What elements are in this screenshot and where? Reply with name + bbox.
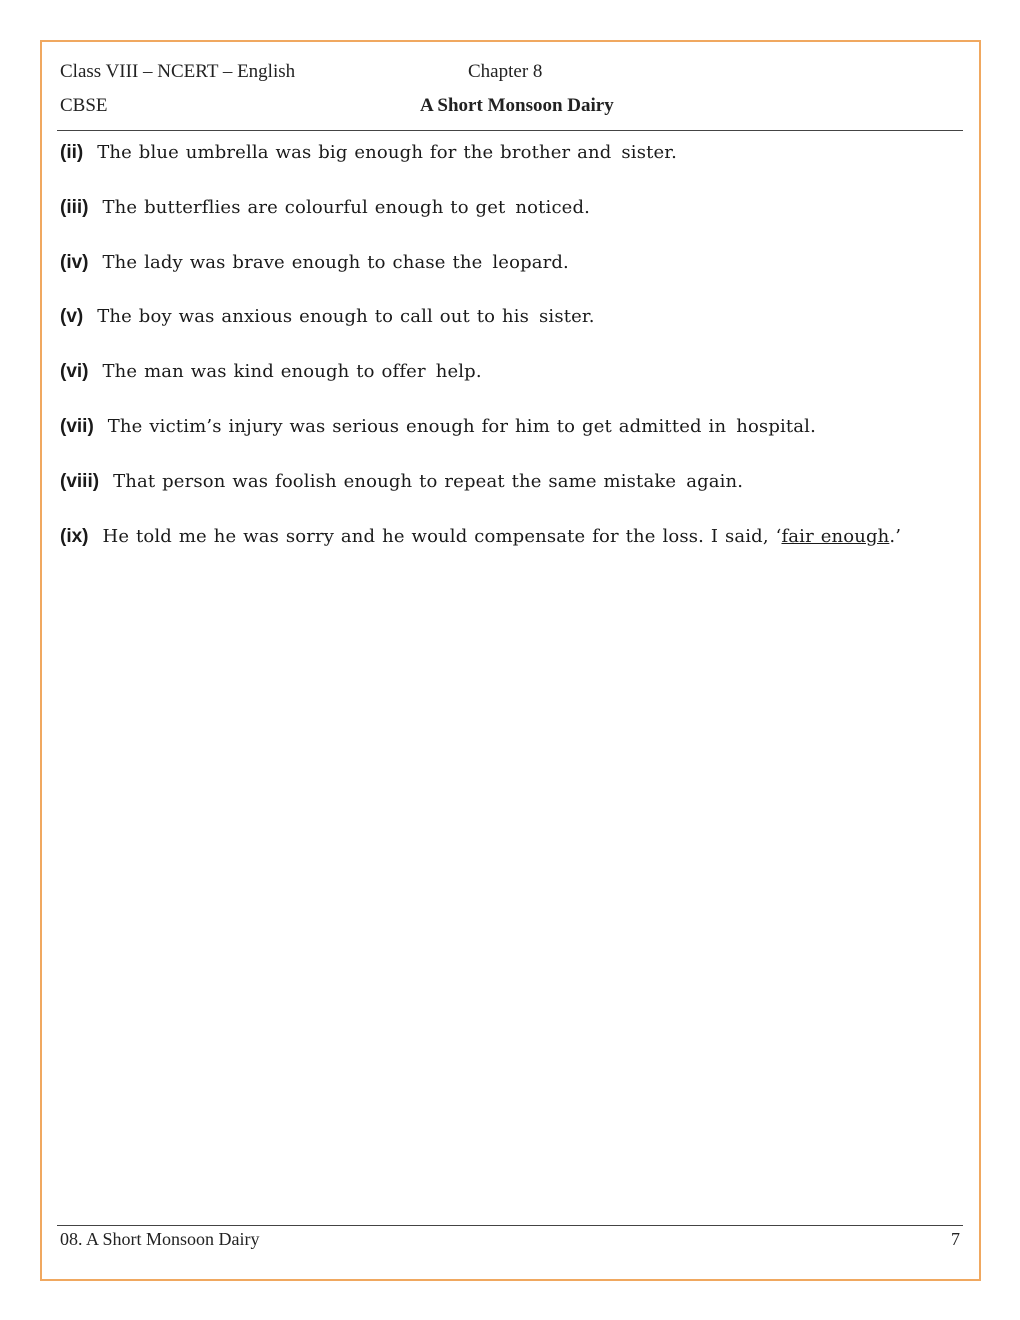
- item-tail: hospital.: [736, 415, 816, 437]
- item-number: (iv): [60, 251, 89, 273]
- item-number: (v): [60, 306, 84, 328]
- item-number: (vii): [60, 415, 94, 437]
- page-number: 7: [951, 1229, 960, 1249]
- list-item: [60, 250, 960, 305]
- item-number: (ii): [60, 142, 84, 163]
- item-text: The blue umbrella was big enough for the brother and: [97, 142, 612, 163]
- header-board-label: CBSE: [60, 95, 108, 116]
- header-chapter-label: Chapter 8: [468, 61, 543, 82]
- item-text: The butterflies are colourful enough to get: [102, 196, 506, 218]
- list-item: [60, 359, 960, 414]
- item-tail: sister.: [621, 142, 677, 163]
- item-text: He told me he was sorry and he would compensate for the loss. I said, ‘: [102, 525, 782, 547]
- item-number: (viii): [60, 470, 100, 492]
- list-item: [60, 469, 960, 524]
- list-item: [60, 524, 960, 579]
- list-item: [60, 140, 960, 195]
- item-tail: sister.: [539, 306, 595, 328]
- footer-divider: [57, 1225, 963, 1226]
- item-text: That person was foolish enough to repeat the same mistake: [113, 470, 677, 492]
- item-text: The victim’s injury was serious enough for him to get admitted in: [107, 415, 727, 437]
- item-tail: help.: [435, 361, 482, 383]
- item-tail: noticed.: [515, 196, 591, 218]
- footer-chapter-label: 08. A Short Monsoon Dairy: [60, 1229, 260, 1249]
- item-number: (vi): [60, 361, 89, 383]
- list-item: [60, 195, 960, 250]
- item-tail: leopard.: [492, 251, 569, 273]
- item-tail: .’: [889, 525, 902, 547]
- answer-list: [60, 140, 960, 578]
- item-text: The boy was anxious enough to call out to his: [97, 306, 530, 328]
- item-number: (ix): [60, 525, 89, 547]
- item-underlined-phrase: fair enough: [781, 525, 890, 547]
- item-text: The man was kind enough to offer: [102, 361, 426, 383]
- list-item: [60, 414, 960, 469]
- list-item: [60, 304, 960, 359]
- header-divider: [57, 130, 963, 131]
- item-tail: again.: [686, 470, 744, 492]
- item-number: (iii): [60, 196, 89, 218]
- header-chapter-title: A Short Monsoon Dairy: [420, 95, 614, 116]
- item-text: The lady was brave enough to chase the: [102, 251, 483, 273]
- header-class-label: Class VIII – NCERT – English: [60, 61, 296, 82]
